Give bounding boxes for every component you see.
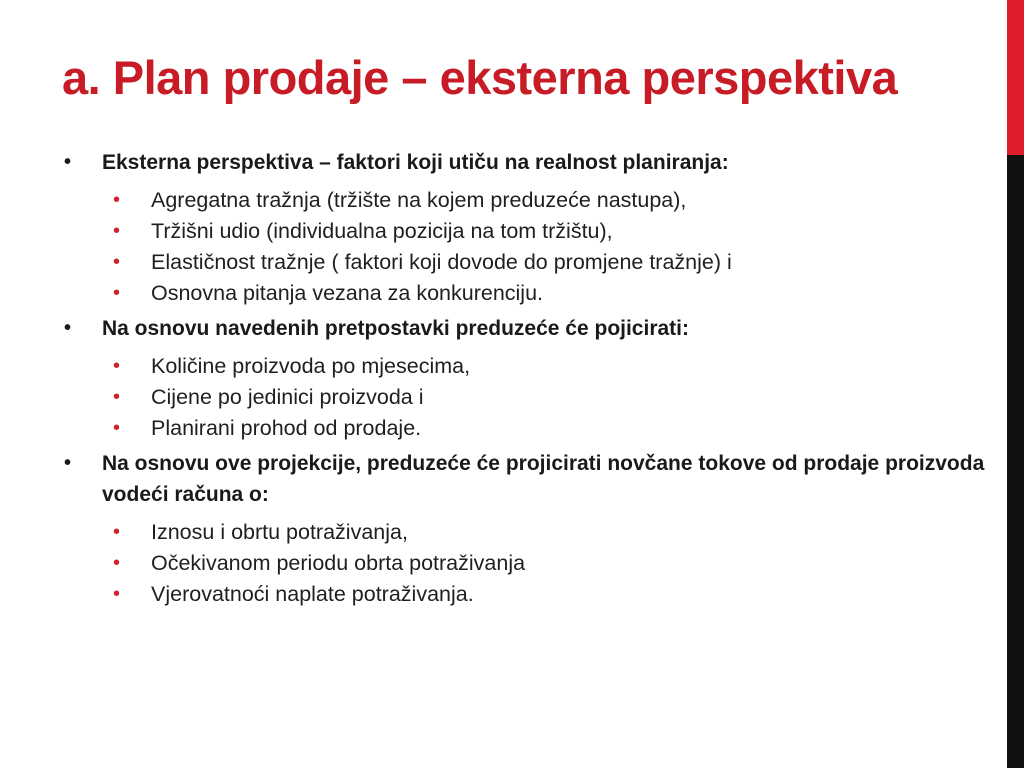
section-heading bbox=[62, 147, 992, 178]
list-item-text: Agregatna tražnja (tržište na kojem preduzeće nastupa), bbox=[151, 188, 687, 212]
list-item-text: Osnovna pitanja vezana za konkurenciju. bbox=[151, 281, 544, 305]
list-item-text: Cijene po jedinici proizvoda i bbox=[151, 385, 424, 409]
list-item-text: Iznosu i obrtu potraživanja, bbox=[151, 520, 408, 544]
slide-content bbox=[62, 147, 992, 610]
list-item bbox=[62, 185, 992, 216]
accent-bar-dark bbox=[1007, 155, 1024, 768]
bullet-icon: • bbox=[113, 386, 121, 408]
list-item bbox=[62, 351, 992, 382]
list-item-text: Količine proizvoda po mjesecima, bbox=[151, 354, 471, 378]
bullet-icon: • bbox=[113, 220, 121, 242]
bullet-icon: • bbox=[113, 282, 121, 304]
list-item bbox=[62, 517, 992, 548]
list-item-text: Vjerovatnoći naplate potraživanja. bbox=[151, 582, 474, 606]
bullet-icon: • bbox=[113, 251, 121, 273]
list-item-text: Planirani prohod od prodaje. bbox=[151, 416, 422, 440]
list-item-text: Tržišni udio (individualna pozicija na tom tržištu), bbox=[151, 219, 613, 243]
bullet-icon: • bbox=[113, 583, 121, 605]
section-heading bbox=[62, 448, 992, 510]
bullet-icon: • bbox=[113, 355, 121, 377]
list-item bbox=[62, 216, 992, 247]
list-item bbox=[62, 579, 992, 610]
bullet-icon: • bbox=[113, 521, 121, 543]
bullet-icon: • bbox=[113, 417, 121, 439]
slide-title: a. Plan prodaje – eksterna perspektiva bbox=[62, 51, 898, 104]
bullet-icon: • bbox=[113, 189, 121, 211]
section-heading-text: Na osnovu ove projekcije, preduzeće će projicirati novčane tokove od prodaje proizvoda vodeći računa o: bbox=[102, 452, 985, 506]
list-item bbox=[62, 413, 992, 444]
list-item bbox=[62, 548, 992, 579]
section-heading-text: Eksterna perspektiva – faktori koji utiču na realnost planiranja: bbox=[102, 151, 729, 174]
accent-bar-red bbox=[1007, 0, 1024, 155]
list-item-text: Očekivanom periodu obrta potraživanja bbox=[151, 551, 526, 575]
list-item bbox=[62, 278, 992, 309]
bullet-icon: • bbox=[113, 552, 121, 574]
bullet-icon: • bbox=[64, 452, 72, 474]
list-item-text: Elastičnost tražnje ( faktori koji dovode do promjene tražnje) i bbox=[151, 250, 732, 274]
list-item bbox=[62, 382, 992, 413]
bullet-icon: • bbox=[64, 317, 72, 339]
section-heading-text: Na osnovu navedenih pretpostavki preduzeće će pojicirati: bbox=[102, 317, 689, 340]
section-heading bbox=[62, 313, 992, 344]
bullet-icon: • bbox=[64, 151, 72, 173]
list-item bbox=[62, 247, 992, 278]
